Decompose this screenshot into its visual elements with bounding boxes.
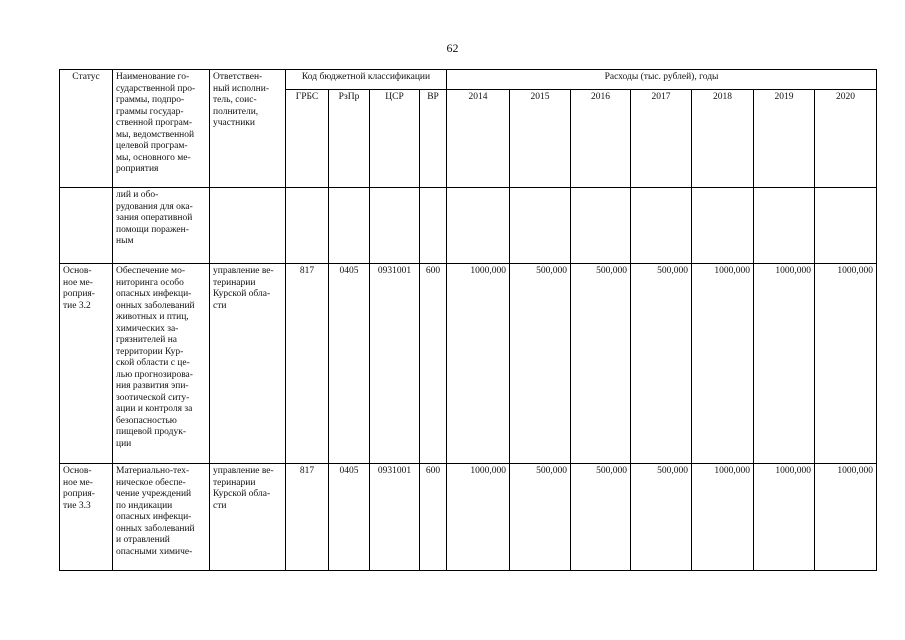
table-row xyxy=(60,188,877,264)
cell-2020 xyxy=(815,188,877,264)
header-name: Наименование го- сударственной про- граммы, подпро- граммы государ- ственной програм- мы, ведомственной целевой програм- мы, основного ме- роприятия xyxy=(113,70,210,188)
cell-2017: 500,000 xyxy=(631,464,692,571)
cell-name: Материально-тех- ническое обеспе- чение учреждений по индикации опасных инфекци- онных заболеваний и отравлений опасными химиче- xyxy=(113,464,210,571)
header-code-vr: ВР xyxy=(420,90,447,188)
cell-responsible: управление ве- теринарии Курской обла- сти xyxy=(210,464,286,571)
cell-2014: 1000,000 xyxy=(447,264,510,464)
cell-responsible: управление ве- теринарии Курской обла- сти xyxy=(210,264,286,464)
header-budget-code: Код бюджетной классификации xyxy=(286,70,447,90)
cell-rzpr: 0405 xyxy=(329,464,370,571)
cell-responsible xyxy=(210,188,286,264)
header-responsible: Ответствен- ный исполни- тель, соис- полнители, участники xyxy=(210,70,286,188)
cell-vr xyxy=(420,188,447,264)
cell-2018 xyxy=(692,188,754,264)
header-status: Статус xyxy=(60,70,113,188)
cell-2015 xyxy=(510,188,571,264)
header-expenses: Расходы (тыс. рублей), годы xyxy=(447,70,877,90)
cell-2019 xyxy=(754,188,815,264)
cell-2019: 1000,000 xyxy=(754,264,815,464)
cell-2017: 500,000 xyxy=(631,264,692,464)
cell-2018: 1000,000 xyxy=(692,464,754,571)
cell-csr xyxy=(370,188,420,264)
cell-2020: 1000,000 xyxy=(815,264,877,464)
cell-rzpr xyxy=(329,188,370,264)
cell-2014 xyxy=(447,188,510,264)
cell-grbs: 817 xyxy=(286,464,329,571)
header-year-2020: 2020 xyxy=(815,90,877,188)
header-row-top xyxy=(60,70,877,90)
cell-vr: 600 xyxy=(420,264,447,464)
cell-2016: 500,000 xyxy=(571,264,631,464)
header-code-rzpr: РзПр xyxy=(329,90,370,188)
page-number: 62 xyxy=(446,41,459,55)
cell-status: Основ- ное ме- роприя- тие 3.3 xyxy=(60,464,113,571)
cell-name: Обеспечение мо- ниторинга особо опасных инфекци- онных заболеваний животных и птиц, химических за- грязнителей на территории Кур- ской области с це- лью прогнозирова- ния развития эпи- зоотической ситу- ации и контроля за безопасностью пищевой продук- ции xyxy=(113,264,210,464)
cell-status: Основ- ное ме- роприя- тие 3.2 xyxy=(60,264,113,464)
cell-status xyxy=(60,188,113,264)
cell-csr: 0931001 xyxy=(370,264,420,464)
cell-grbs: 817 xyxy=(286,264,329,464)
cell-name: лий и обо- рудования для ока- зания оперативной помощи поражен- ным xyxy=(113,188,210,264)
cell-2014: 1000,000 xyxy=(447,464,510,571)
cell-grbs xyxy=(286,188,329,264)
header-code-csr: ЦСР xyxy=(370,90,420,188)
cell-2015: 500,000 xyxy=(510,264,571,464)
cell-2017 xyxy=(631,188,692,264)
cell-2019: 1000,000 xyxy=(754,464,815,571)
cell-2015: 500,000 xyxy=(510,464,571,571)
header-year-2014: 2014 xyxy=(447,90,510,188)
cell-2016 xyxy=(571,188,631,264)
header-year-2018: 2018 xyxy=(692,90,754,188)
header-year-2015: 2015 xyxy=(510,90,571,188)
table-row xyxy=(60,464,877,571)
header-year-2017: 2017 xyxy=(631,90,692,188)
header-year-2016: 2016 xyxy=(571,90,631,188)
cell-vr: 600 xyxy=(420,464,447,571)
cell-csr: 0931001 xyxy=(370,464,420,571)
cell-rzpr: 0405 xyxy=(329,264,370,464)
cell-2018: 1000,000 xyxy=(692,264,754,464)
cell-2016: 500,000 xyxy=(571,464,631,571)
cell-2020: 1000,000 xyxy=(815,464,877,571)
table-row xyxy=(60,264,877,464)
budget-table xyxy=(59,69,877,571)
header-code-grbs: ГРБС xyxy=(286,90,329,188)
header-year-2019: 2019 xyxy=(754,90,815,188)
